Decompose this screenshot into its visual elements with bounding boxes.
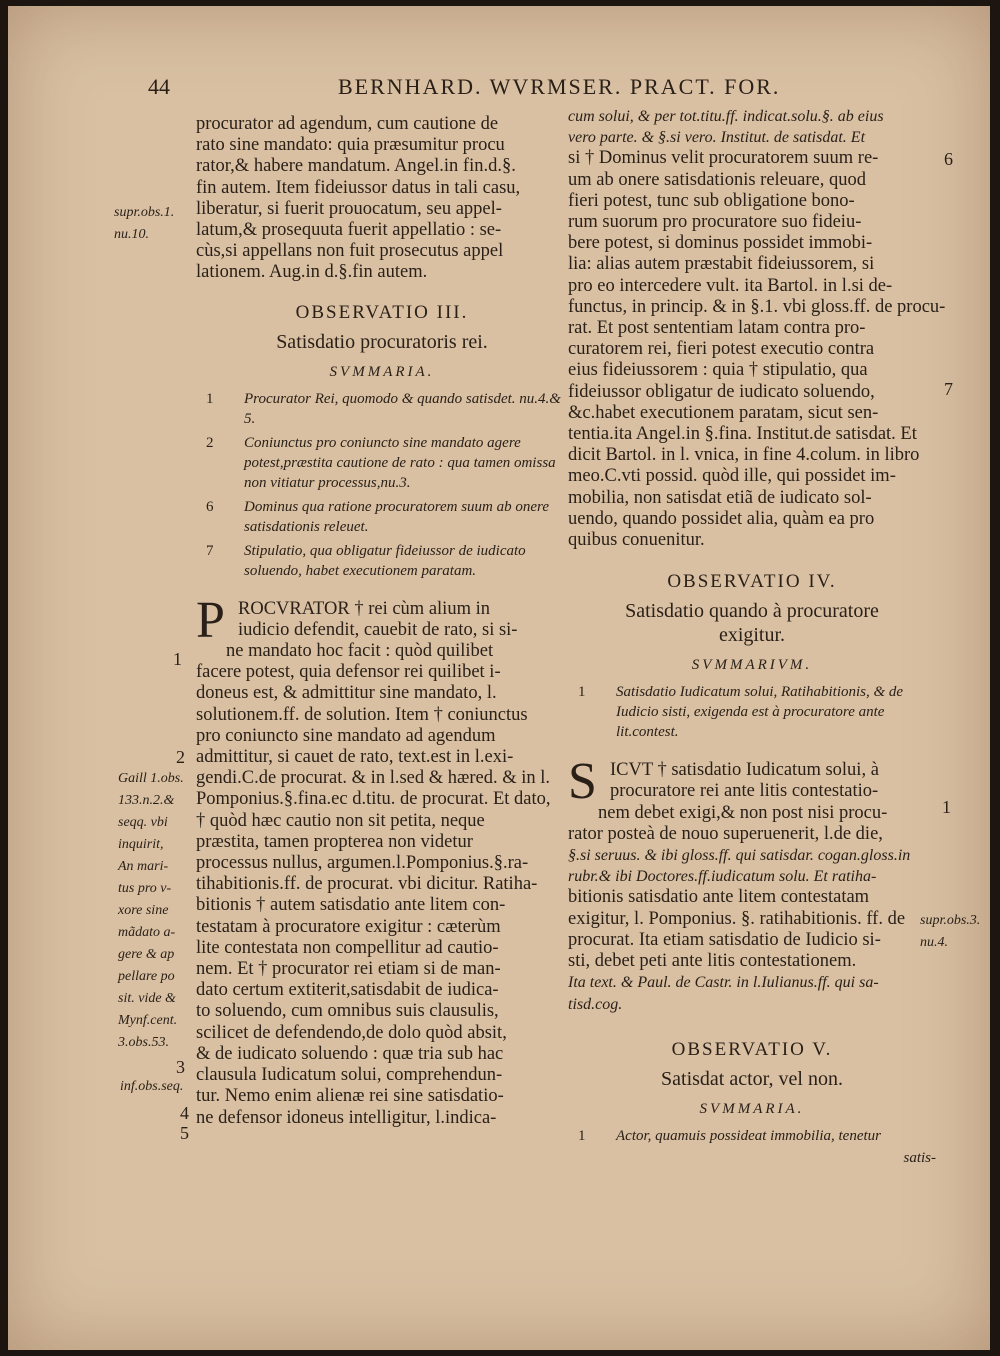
text-line: cum solui, & per tot.titu.ff. indicat.solu.§. ab eius (568, 108, 884, 125)
summary-text: Stipulatio, qua obligatur fideiussor de iudicato soluendo, habet executionem paratam. (244, 542, 526, 579)
text-line: fin autem. Item fideiussor datus in tali casu, (196, 177, 521, 198)
text-line: pro eo intercedere vult. ita Bartol. in l.si de- (568, 275, 893, 296)
page-header (8, 74, 990, 104)
margin-note (114, 202, 174, 246)
margin-number: 5 (180, 1123, 189, 1143)
margin-text: inquirit, (118, 837, 164, 852)
summary-number: 6 (206, 498, 214, 515)
text-line: præstita, tamen propterea non videtur (196, 831, 473, 852)
observatio-5-title: OBSERVATIO V. (671, 1038, 833, 1060)
observatio-4-body (568, 753, 936, 1014)
summary-list (196, 389, 568, 581)
margin-number: 3 (176, 1057, 185, 1077)
margin-number: 2 (176, 747, 185, 767)
text-line: uendo, quando possidet alia, quàm ea pro (568, 508, 875, 529)
text-line: dato certum extiterit,satisdabit de iudica- (196, 980, 499, 1001)
observatio-4-title: OBSERVATIO IV. (667, 571, 837, 593)
text-line: liberatur, si fuerit prouocatum, seu appel- (196, 198, 502, 219)
text-line: processus nullus, argumen.l.Pomponius.§.ra- (196, 853, 529, 874)
summarium-heading: SVMMARIVM. (691, 657, 813, 674)
left-intro (196, 114, 568, 284)
text-line: nem. Et † procurator rei etiam si de man- (196, 959, 501, 980)
margin-note (920, 910, 980, 954)
text-line: dicit Bartol. in l. vnica, in fine 4.colum. in libro (568, 445, 920, 466)
text-line: ROCVRATOR † rei cùm alium in (238, 598, 490, 619)
summary-item (196, 389, 568, 429)
summary-item (568, 682, 936, 742)
text-line: latum,& prosequuta fuerit appellatio : se- (196, 220, 502, 241)
text-line: bere potest, si dominus possidet immobi- (568, 233, 873, 254)
text-line: sti, debet peti ante litis contestationem. (568, 951, 857, 972)
text-line: rator,& habere mandatum. Angel.in fin.d.§. (196, 156, 516, 177)
text-line: admittitur, si cauet de rato, text.est in l.exi- (196, 747, 514, 768)
text-line: bitionis † autem satisdatio ante litem con- (196, 895, 506, 916)
summary-number: 1 (578, 684, 586, 701)
text-line: ICVT † satisdatio Iudicatum solui, à (610, 760, 879, 781)
margin-text: Mynf.cent. (118, 1013, 178, 1028)
text-line: lationem. Aug.in d.§.fin autem. (196, 262, 428, 283)
book-page (8, 6, 990, 1350)
text-line: lia: alias autem præstabit fideiussorem, si (568, 254, 875, 275)
margin-text: nu.10. (114, 227, 149, 242)
margin-number: 1 (173, 649, 182, 669)
text-line: tihabitionis.ff. de procurat. vbi dicitur. Ratiha- (196, 874, 538, 895)
text-line: clausula Iudicatum solui, comprehendun- (196, 1065, 503, 1086)
text-line: iudicio defendit, cauebit de rato, si si- (238, 619, 518, 640)
text-line: procuratore rei ante litis contestatio- (610, 781, 879, 802)
margin-number: 4 (180, 1103, 189, 1123)
summaria-heading: SVMMARIA. (329, 363, 435, 380)
text-line: & de iudicato soluendo : quæ tria sub hac (196, 1043, 504, 1064)
text-line: meo.C.vti possid. quòd ille, qui possidet im- (568, 466, 896, 487)
text-line: exigitur, l. Pomponius. §. ratihabitionis. ff. de (568, 908, 906, 929)
text-line: Ita text. & Paul. de Castr. in l.Iulianus.ff. qui sa- (568, 974, 879, 992)
text-line: cùs,si appellans non fuit prosecutus appel (196, 241, 504, 262)
margin-text: pellare po (118, 969, 175, 984)
text-line: scilicet de defendendo,de dolo quòd absit, (196, 1022, 507, 1043)
summary-text: Actor, quamuis possideat immobilia, tenetur (616, 1127, 881, 1144)
text-line: mobilia, non satisdat etiã de iudicato sol- (568, 487, 872, 508)
text-line: tur. Nemo enim alienæ rei sine satisdatio- (196, 1086, 504, 1107)
summary-item (196, 497, 568, 537)
text-line: Pomponius.§.fina.ec d.titu. de procurat. Et dato, (196, 789, 551, 810)
text-line: testatam à procuratore exigitur : cæterùm (196, 916, 501, 937)
observatio-5-subtitle: Satisdat actor, vel non. (661, 1067, 843, 1090)
observatio-3-subtitle: Satisdatio procuratoris rei. (276, 330, 488, 353)
margin-text: supr.obs.1. (114, 205, 175, 220)
text-line: procurator ad agendum, cum cautione de (196, 114, 499, 134)
summary-text: Coniunctus pro coniuncto sine mandato agere potest,præstita cautione de rato : qua tamen omissa non vitiatur processus,nu.3. (244, 434, 556, 491)
summary-text: Dominus qua ratione procuratorem suum ab onere satisdationis releuet. (244, 498, 549, 535)
margin-number: 1 (942, 797, 951, 817)
summary-list (568, 1126, 936, 1146)
text-line: ne defensor idoneus intelligitur, l.indica- (196, 1107, 497, 1128)
text-line: si † Dominus velit procuratorem suum re- (568, 148, 879, 169)
text-line: bitionis satisdatio ante litem contestatam (568, 887, 870, 908)
text-line: um ab onere satisdationis releuare, quod (568, 169, 866, 190)
right-column (568, 106, 946, 1167)
text-line: quibus conuenitur. (568, 530, 705, 551)
summaria-heading: SVMMARIA. (699, 1100, 805, 1117)
drop-cap: S (568, 753, 597, 811)
text-line: to soluendo, cum omnibus suis clausulis, (196, 1001, 499, 1022)
running-head: BERNHARD. WVRMSER. PRACT. FOR. (338, 74, 781, 99)
observatio-3-body (196, 591, 568, 1129)
drop-cap: P (196, 591, 225, 649)
margin-text: gere & ap (118, 947, 175, 962)
right-intro (568, 106, 946, 551)
margin-text: Gaill 1.obs. (118, 771, 184, 786)
text-line: rator posteà de nouo superuenerit, l.de die, (568, 823, 883, 844)
summary-text: Procurator Rei, quomodo & quando satisdet. nu.4.& 5. (244, 390, 561, 427)
margin-text: tus pro v- (118, 881, 172, 896)
summary-number: 1 (578, 1127, 586, 1144)
summary-item (196, 433, 568, 493)
text-line: curatorem rei, fieri potest executio contra (568, 339, 875, 360)
observatio-3-title: OBSERVATIO III. (295, 301, 469, 323)
margin-text: mãdato a- (118, 925, 176, 940)
text-line: rubr.& ibi Doctores.ff.iudicatum solu. Et ratiha- (568, 868, 877, 886)
text-line: eius fideiussorem : quia † stipulatio, qua (568, 360, 868, 381)
text-line: ne mandato hoc facit : quòd quilibet (226, 641, 494, 662)
text-line: gendi.C.de procurat. & in l.sed & hæred. & in l. (196, 768, 551, 789)
margin-number: 7 (944, 379, 953, 399)
text-line: lite contestata non compellitur ad cautio- (196, 937, 499, 958)
text-line: rato sine mandato: quia præsumitur procu (196, 135, 505, 156)
text-line: vero parte. & §.si vero. Institut. de satisdat. Et (568, 129, 866, 147)
margin-text: An mari- (118, 859, 169, 874)
text-line: rum suorum pro procuratore suo fideiu- (568, 212, 862, 233)
margin-note-gaill (118, 768, 184, 1054)
text-line: doneus est, & admittitur sine mandato, l. (196, 683, 497, 704)
text-line: functus, in princip. & in §.1. vbi gloss.ff. de procu- (568, 296, 946, 317)
catchword: satis- (903, 1149, 936, 1166)
summary-number: 1 (206, 390, 214, 407)
margin-text: sit. vide & (118, 991, 176, 1006)
margin-text: xore sine (118, 903, 169, 918)
margin-text: 133.n.2.& (118, 793, 175, 808)
summary-item (568, 1126, 936, 1146)
text-line: tentia.ita Angel.in §.fina. Institut.de satisdat. Et (568, 424, 917, 445)
summary-item (196, 541, 568, 581)
text-line: rat. Et post sententiam latam contra pro- (568, 318, 866, 339)
summary-list (568, 682, 936, 742)
text-line: procurat. Ita etiam satisdatio de Iudicio si- (568, 929, 881, 950)
text-line: &c.habet executionem paratam, sicut sen- (568, 402, 879, 423)
margin-text: supr.obs.3. (920, 913, 981, 928)
text-line: tisd.cog. (568, 995, 623, 1013)
text-line: fieri potest, tunc sub obligatione bono- (568, 190, 855, 211)
summary-number: 7 (206, 542, 214, 559)
left-column (196, 114, 568, 1129)
summary-number: 2 (206, 434, 214, 451)
text-line: solutionem.ff. de solution. Item † coniunctus (196, 704, 528, 725)
text-line: pro coniuncto sine mandato ad agendum (196, 725, 496, 746)
margin-text: nu.4. (920, 935, 948, 950)
text-line: fideiussor obligatur de iudicato soluendo, (568, 381, 875, 402)
text-line: §.si seruus. & ibi gloss.ff. qui satisdar. cogan.gloss.in (568, 847, 911, 865)
margin-text: seqq. vbi (118, 815, 168, 830)
page-number: 44 (148, 74, 170, 99)
summary-text: Satisdatio Iudicatum solui, Ratihabitionis, & de Iudicio sisti, exigenda est à procuratore ante lit.contest. (616, 684, 904, 741)
margin-number: 6 (944, 149, 953, 169)
text-line: nem debet exigi,& non post nisi procu- (598, 802, 888, 823)
observatio-4-subtitle: Satisdatio quando à procuratore exigitur. (625, 600, 879, 647)
text-line: † quòd hæc cautio non sit petita, neque (196, 810, 485, 831)
text-line: facere potest, quia defensor rei quilibet i- (196, 662, 501, 683)
margin-text: 3.obs.53. (118, 1035, 169, 1050)
margin-note: inf.obs.seq. (120, 1079, 184, 1094)
